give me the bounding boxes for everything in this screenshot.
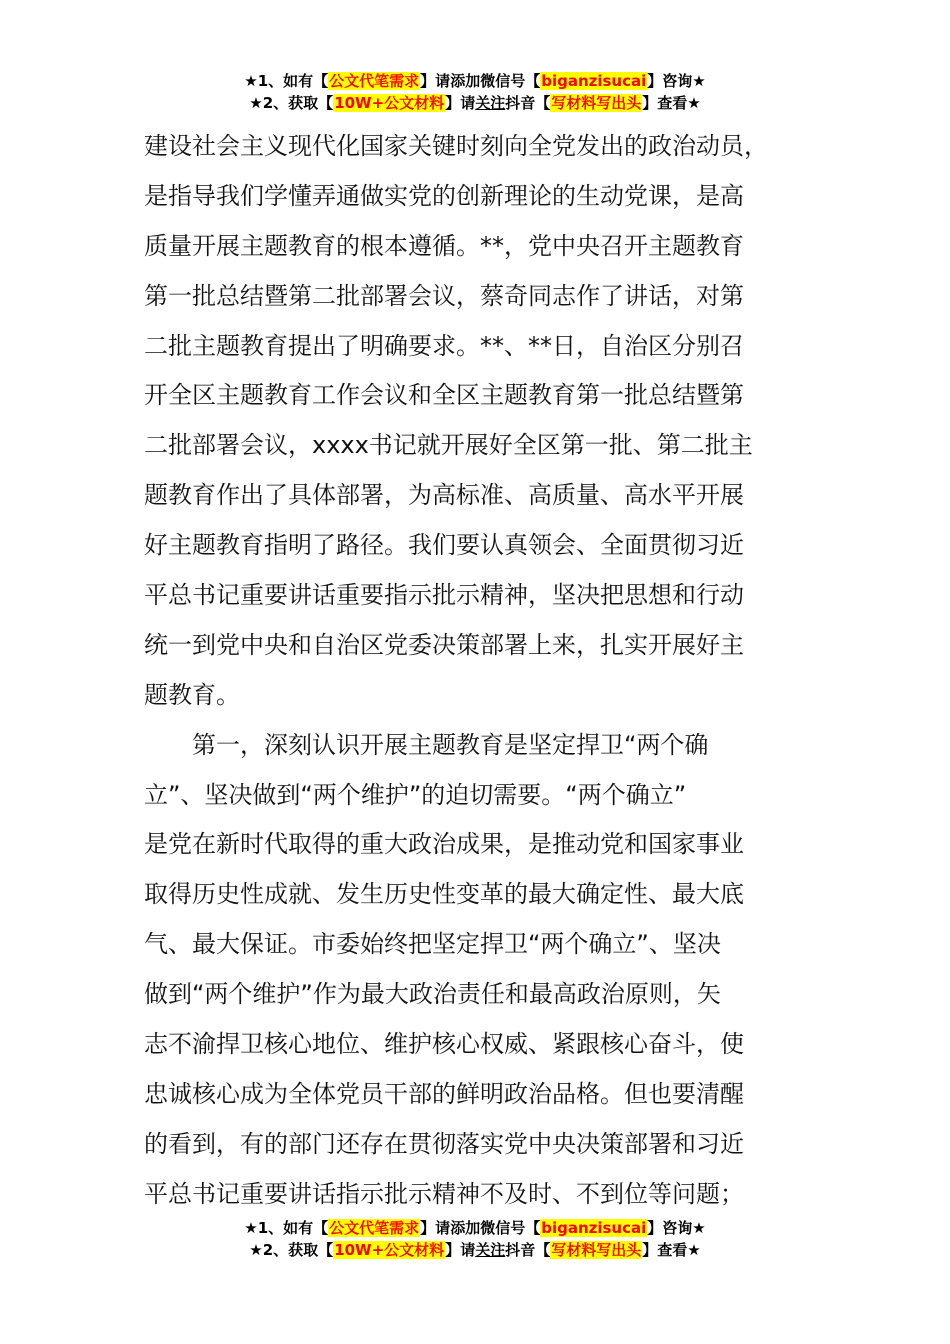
promo-text: 微信号【	[480, 1219, 541, 1237]
promo-line-2	[0, 92, 950, 114]
promo-highlight-wechat-id: biganzisucai	[541, 1219, 647, 1237]
promo-emphasis: 添加	[450, 1219, 481, 1237]
body-line: 题教育作出了具体部署，为高标准、高质量、高水平开展	[144, 481, 744, 510]
promo-highlight: 10W+公文材料	[334, 1241, 445, 1259]
body-line: 气、最大保证。市委始终把坚定捍卫“两个确立”、坚决	[144, 930, 721, 959]
promo-emphasis: 添加	[450, 72, 481, 90]
body-line: 质量开展主题教育的根本遵循。**，党中央召开主题教育	[144, 231, 744, 260]
promo-text: 】查看★	[642, 1241, 701, 1259]
promo-line-1	[0, 1217, 950, 1239]
promo-text: ★2、获取【	[249, 94, 334, 112]
promo-emphasis: 关注	[475, 94, 506, 112]
promo-text: 】咨询★	[647, 1219, 706, 1237]
promo-text: ★2、获取【	[249, 1241, 334, 1259]
promo-text: 】请	[445, 94, 476, 112]
promo-emphasis: 关注	[475, 1241, 506, 1259]
body-line: 做到“两个维护”作为最大政治责任和最高政治原则，矢	[144, 980, 721, 1009]
paragraph-start-line: 第一，深刻认识开展主题教育是坚定捍卫“两个确	[192, 730, 709, 759]
promo-text: 抖音【	[505, 1241, 551, 1259]
promo-line-2	[0, 1239, 950, 1261]
promo-highlight-wechat-id: biganzisucai	[541, 72, 647, 90]
promo-text: 】请	[420, 72, 451, 90]
promo-highlight-douyin: 写材料写出头	[551, 1241, 642, 1259]
body-line: 题教育。	[144, 680, 240, 709]
body-line: 二批主题教育提出了明确要求。**、**日，自治区分别召	[144, 331, 744, 360]
promo-highlight: 10W+公文材料	[334, 94, 445, 112]
promo-text: ★1、如有【	[244, 72, 329, 90]
body-line: 立”、坚决做到“两个维护”的迫切需要。“两个确立”	[144, 780, 687, 809]
body-line: 平总书记重要讲话指示批示精神不及时、不到位等问题；	[144, 1179, 744, 1208]
promo-text: ★1、如有【	[244, 1219, 329, 1237]
body-line: 取得历史性成就、发生历史性变革的最大确定性、最大底	[144, 880, 744, 909]
promo-text: 微信号【	[480, 72, 541, 90]
body-line: 第一批总结暨第二批部署会议，蔡奇同志作了讲话，对第	[144, 281, 744, 310]
promo-text: 】请	[445, 1241, 476, 1259]
body-line: 忠诚核心成为全体党员干部的鲜明政治品格。但也要清醒	[144, 1079, 744, 1108]
body-line: 建设社会主义现代化国家关键时刻向全党发出的政治动员，	[144, 132, 768, 160]
body-line: 志不渝捍卫核心地位、维护核心权威、紧跟核心奋斗，使	[144, 1030, 744, 1059]
body-line: 平总书记重要讲话重要指示批示精神，坚决把思想和行动	[144, 581, 744, 610]
top-promo-banner	[0, 70, 950, 114]
bottom-promo-banner	[0, 1217, 950, 1261]
body-line: 是党在新时代取得的重大政治成果，是推动党和国家事业	[144, 830, 744, 859]
body-line: 是指导我们学懂弄通做实党的创新理论的生动党课，是高	[144, 181, 744, 210]
document-body	[144, 122, 810, 1220]
body-line: 统一到党中央和自治区党委决策部署上来，扎实开展好主	[144, 630, 744, 659]
body-line: 的看到，有的部门还存在贯彻落实党中央决策部署和习近	[144, 1129, 744, 1158]
body-line: 开全区主题教育工作会议和全区主题教育第一批总结暨第	[144, 381, 744, 410]
promo-text: 】查看★	[642, 94, 701, 112]
promo-text: 】咨询★	[647, 72, 706, 90]
promo-highlight: 公文代笔需求	[329, 1219, 420, 1237]
promo-highlight: 公文代笔需求	[329, 72, 420, 90]
body-line: 二批部署会议，xxxx书记就开展好全区第一批、第二批主	[144, 431, 753, 460]
body-line: 好主题教育指明了路径。我们要认真领会、全面贯彻习近	[144, 531, 744, 560]
promo-highlight-douyin: 写材料写出头	[551, 94, 642, 112]
promo-line-1	[0, 70, 950, 92]
promo-text: 抖音【	[505, 94, 551, 112]
promo-text: 】请	[420, 1219, 451, 1237]
